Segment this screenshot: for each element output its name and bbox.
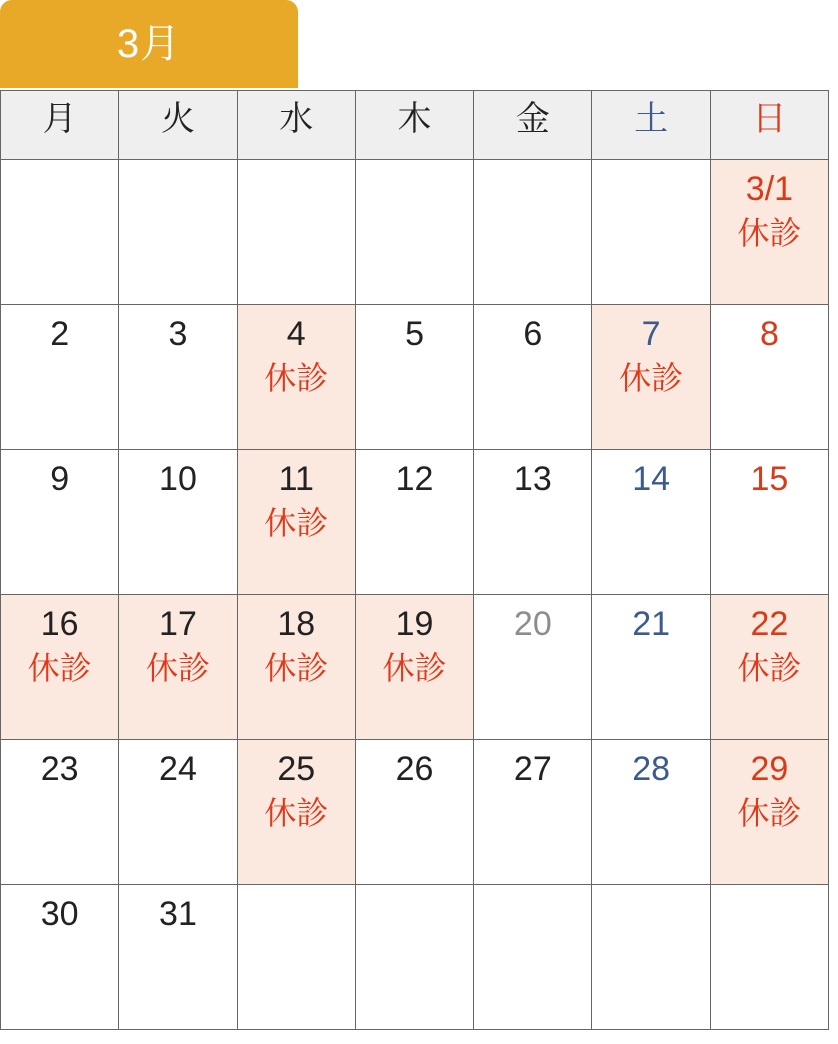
day-number — [592, 885, 709, 893]
day-cell — [474, 740, 592, 885]
day-cell-empty — [592, 160, 710, 305]
weekday-header-1: 月 — [1, 91, 119, 160]
calendar-week-row — [1, 885, 829, 1030]
weekday-header-4: 木 — [355, 91, 473, 160]
day-number: 29 — [750, 750, 789, 788]
day-cell-empty — [355, 160, 473, 305]
day-cell — [1, 885, 119, 1030]
day-cell — [1, 740, 119, 885]
day-cell — [710, 160, 828, 305]
day-number: 21 — [632, 605, 671, 643]
day-cell — [355, 595, 473, 740]
closed-note: 休診 — [382, 649, 447, 686]
day-cell — [1, 305, 119, 450]
day-cell — [1, 595, 119, 740]
day-cell-empty — [592, 885, 710, 1030]
day-number: 2 — [50, 315, 70, 353]
day-number: 10 — [159, 460, 197, 498]
weekday-header-6: 土 — [592, 91, 710, 160]
day-cell — [592, 595, 710, 740]
day-number: 15 — [750, 460, 789, 498]
day-number — [356, 160, 473, 168]
calendar-week-row — [1, 160, 829, 305]
day-number: 12 — [395, 460, 434, 498]
day-number: 3 — [168, 315, 188, 353]
day-number — [474, 885, 591, 893]
day-cell — [355, 740, 473, 885]
calendar-body — [1, 160, 829, 1030]
day-number: 28 — [632, 750, 671, 788]
day-number: 7 — [641, 315, 661, 353]
day-number: 27 — [513, 750, 552, 788]
day-number: 31 — [159, 895, 197, 933]
day-number: 26 — [395, 750, 434, 788]
day-cell-empty — [237, 160, 355, 305]
day-cell — [710, 595, 828, 740]
day-number: 30 — [40, 895, 79, 933]
day-number — [474, 160, 591, 168]
day-number — [119, 160, 236, 168]
calendar-header-row — [1, 91, 829, 160]
weekday-header-5: 金 — [474, 91, 592, 160]
day-number — [711, 885, 828, 893]
day-number — [1, 160, 118, 168]
day-number — [592, 160, 709, 168]
day-number: 8 — [759, 315, 779, 353]
day-cell-empty — [474, 160, 592, 305]
calendar-week-row — [1, 740, 829, 885]
day-cell-empty — [1, 160, 119, 305]
closed-note: 休診 — [145, 649, 210, 686]
day-number — [238, 885, 355, 893]
weekday-header-row — [1, 91, 829, 160]
day-cell — [710, 740, 828, 885]
day-cell — [474, 305, 592, 450]
day-cell — [710, 450, 828, 595]
day-cell — [474, 450, 592, 595]
closed-note: 休診 — [619, 359, 684, 396]
day-cell — [592, 740, 710, 885]
day-number: 3/1 — [745, 170, 794, 208]
day-number: 23 — [40, 750, 79, 788]
day-cell — [474, 595, 592, 740]
day-cell — [237, 305, 355, 450]
day-number — [238, 160, 355, 168]
calendar-week-row — [1, 450, 829, 595]
day-cell-empty — [710, 885, 828, 1030]
day-cell — [119, 305, 237, 450]
closed-note: 休診 — [27, 649, 92, 686]
day-cell — [237, 740, 355, 885]
day-number: 11 — [278, 460, 314, 498]
day-number: 19 — [395, 605, 434, 643]
day-cell — [119, 450, 237, 595]
day-number: 25 — [277, 750, 316, 788]
day-number — [356, 885, 473, 893]
day-number: 6 — [523, 315, 543, 353]
day-cell — [237, 450, 355, 595]
day-number: 9 — [50, 460, 70, 498]
day-number: 5 — [405, 315, 424, 353]
month-tab — [0, 0, 298, 88]
closed-note: 休診 — [264, 649, 329, 686]
day-cell-empty — [474, 885, 592, 1030]
day-cell — [355, 305, 473, 450]
day-number: 17 — [159, 605, 197, 643]
day-cell — [592, 450, 710, 595]
day-number: 22 — [750, 605, 789, 643]
weekday-header-7: 日 — [710, 91, 828, 160]
day-number: 24 — [159, 750, 197, 788]
day-cell — [592, 305, 710, 450]
day-number: 14 — [632, 460, 671, 498]
day-cell — [710, 305, 828, 450]
closed-note: 休診 — [737, 794, 802, 831]
closed-note: 休診 — [264, 504, 329, 541]
calendar-week-row — [1, 595, 829, 740]
day-number: 18 — [277, 605, 316, 643]
month-label: 3月 — [116, 22, 182, 66]
day-cell — [237, 595, 355, 740]
day-cell — [119, 595, 237, 740]
day-cell — [1, 450, 119, 595]
day-number: 13 — [513, 460, 552, 498]
day-number: 4 — [286, 315, 306, 353]
day-number: 16 — [40, 605, 79, 643]
day-cell — [119, 740, 237, 885]
closed-note: 休診 — [264, 794, 329, 831]
day-cell-empty — [237, 885, 355, 1030]
day-cell — [355, 450, 473, 595]
day-number: 20 — [513, 605, 552, 643]
calendar-week-row — [1, 305, 829, 450]
closed-note: 休診 — [737, 649, 802, 686]
day-cell-empty — [119, 160, 237, 305]
day-cell — [119, 885, 237, 1030]
calendar-table — [0, 90, 829, 1030]
closed-note: 休診 — [264, 359, 329, 396]
weekday-header-2: 火 — [119, 91, 237, 160]
weekday-header-3: 水 — [237, 91, 355, 160]
closed-note: 休診 — [737, 214, 802, 251]
day-cell-empty — [355, 885, 473, 1030]
